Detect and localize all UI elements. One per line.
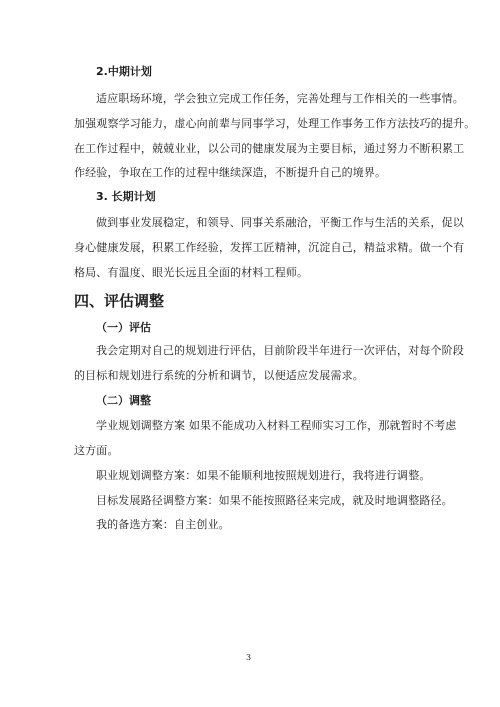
paragraph-line: 这方面。 xyxy=(74,444,119,457)
adjustment-subheading: （二）调整 xyxy=(96,394,151,407)
paragraph-line: 加强观察学习能力，虚心向前辈与同事学习，处理工作事务工作方法技巧的提升。 xyxy=(74,117,476,130)
paragraph-line: 适应职场环境，学会独立完成工作任务，完善处理与工作相关的一些事情。 xyxy=(96,92,464,105)
mid-term-plan-heading: 2.中期计划 xyxy=(96,65,152,78)
long-term-plan-heading: 3. 长期计划 xyxy=(96,190,156,203)
paragraph-line: 的目标和规划进行系统的分析和调节，以便适应发展需求。 xyxy=(74,369,364,382)
page-number: 3 xyxy=(246,653,252,662)
paragraph-line: 身心健康发展，积累工作经验，发挥工匠精神，沉淀自己，精益求精。做一个有 xyxy=(74,241,465,254)
paragraph-line: 作经验，争取在工作的过程中继续深造，不断提升自己的境界。 xyxy=(74,166,387,179)
paragraph-line: 我的备选方案：自主创业。 xyxy=(96,518,230,531)
paragraph-line: 职业规划调整方案：如果不能顺利地按照规划进行，我将进行调整。 xyxy=(96,469,431,482)
section-heading: 四、评估调整 xyxy=(74,292,165,310)
evaluation-subheading: （一）评估 xyxy=(96,321,151,334)
paragraph-line: 目标发展路径调整方案：如果不能按照路径来完成，就及时地调整路径。 xyxy=(96,494,453,507)
paragraph-line: 做到事业发展稳定，和领导、同事关系融洽，平衡工作与生活的关系，促以 xyxy=(96,216,464,229)
paragraph-line: 格局、有温度、眼光长远且全面的材料工程师。 xyxy=(74,266,309,279)
paragraph-line: 学业规划调整方案 如果不能成功入材料工程师实习工作，那就暂时不考虑 xyxy=(96,419,457,432)
paragraph-line: 我会定期对自己的规划进行评估，目前阶段半年进行一次评估，对每个阶段 xyxy=(96,344,464,357)
paragraph-line: 在工作过程中，兢兢业业，以公司的健康发展为主要目标，通过努力不断积累工 xyxy=(74,142,465,155)
